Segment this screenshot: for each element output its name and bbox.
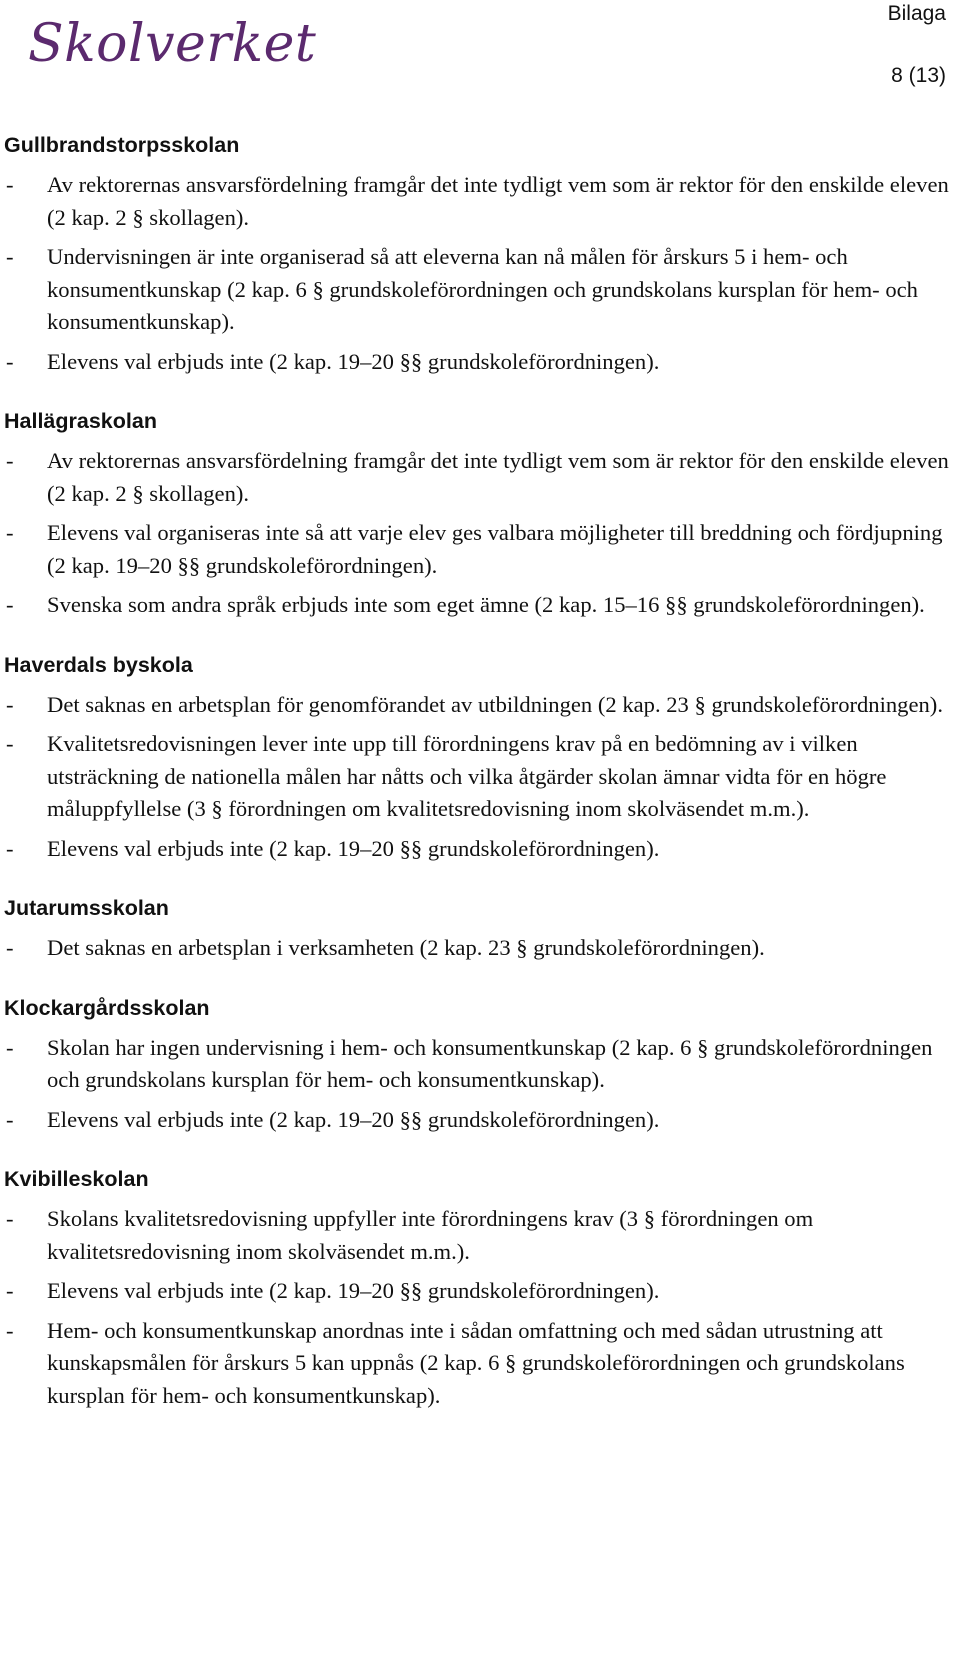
- section-heading: Kvibilleskolan: [4, 1167, 149, 1191]
- finding-item: - Elevens val erbjuds inte (2 kap. 19–20 §§ grundskoleförordningen).: [4, 833, 950, 866]
- school-section: [4, 995, 950, 1137]
- finding-item: - Skolans kvalitetsredovisning uppfyller inte förordningens krav (3 § förordningen om kvalitetsredovisning inom skolväsendet m.m.).: [4, 1203, 950, 1268]
- findings-list: [4, 1032, 950, 1137]
- section-heading: Klockargårdsskolan: [4, 995, 210, 1020]
- school-section: [4, 408, 950, 622]
- document-body: [4, 132, 950, 1412]
- appendix-label: Bilaga: [887, 2, 946, 25]
- finding-item: - Elevens val erbjuds inte (2 kap. 19–20 §§ grundskoleförordningen).: [4, 1275, 950, 1308]
- finding-item: - Skolan har ingen undervisning i hem- och konsumentkunskap (2 kap. 6 § grundskoleförordningen och grundskolans kursplan för hem- och konsumentkunskap).: [4, 1032, 950, 1097]
- finding-item: - Det saknas en arbetsplan i verksamheten (2 kap. 23 § grundskoleförordningen).: [4, 932, 950, 965]
- school-section: [4, 132, 950, 378]
- finding-item: - Kvalitetsredovisningen lever inte upp till förordningens krav på en bedömning av i vilken utsträckning de nationella målen har nåtts och vilka åtgärder skolan ämnar vidta för en högre måluppfyllelse (3 § förordningen om kvalitetsredovisning inom skolväsendet m.m.).: [4, 728, 950, 826]
- findings-list: [4, 689, 950, 866]
- school-section: [4, 895, 950, 965]
- findings-list: [4, 169, 950, 378]
- finding-item: - Undervisningen är inte organiserad så att eleverna kan nå målen för årskurs 5 i hem- och konsumentkunskap (2 kap. 6 § grundskoleförordningen och grundskolans kursplan för hem- och konsumentkunskap).: [4, 241, 950, 339]
- school-section: [4, 1166, 950, 1412]
- findings-list: [4, 445, 950, 622]
- finding-item: - Av rektorernas ansvarsfördelning framgår det inte tydligt vem som är rektor för den enskilde eleven (2 kap. 2 § skollagen).: [4, 445, 950, 510]
- page-number: 8 (13): [891, 64, 946, 87]
- findings-list: [4, 932, 950, 965]
- finding-item: - Hem- och konsumentkunskap anordnas inte i sådan omfattning och med sådan utrustning att kunskapsmålen för årskurs 5 kan uppnås (2 kap. 6 § grundskoleförordningen och grundskolans kursplan för hem- och konsumentkunskap).: [4, 1315, 950, 1413]
- section-heading: Jutarumsskolan: [4, 896, 169, 920]
- finding-item: - Elevens val organiseras inte så att varje elev ges valbara möjligheter till breddning och fördjupning (2 kap. 19–20 §§ grundskoleförordningen).: [4, 517, 950, 582]
- section-heading: Haverdals byskola: [4, 652, 193, 677]
- school-section: [4, 652, 950, 866]
- section-heading: Hallägraskolan: [4, 409, 157, 433]
- finding-item: - Elevens val erbjuds inte (2 kap. 19–20 §§ grundskoleförordningen).: [4, 346, 950, 379]
- skolverket-logo: Skolverket: [28, 14, 317, 74]
- finding-item: - Svenska som andra språk erbjuds inte som eget ämne (2 kap. 15–16 §§ grundskoleförordningen).: [4, 589, 950, 622]
- finding-item: - Det saknas en arbetsplan för genomförandet av utbildningen (2 kap. 23 § grundskoleförordningen).: [4, 689, 950, 722]
- finding-item: - Av rektorernas ansvarsfördelning framgår det inte tydligt vem som är rektor för den enskilde eleven (2 kap. 2 § skollagen).: [4, 169, 950, 234]
- section-heading: Gullbrandstorpsskolan: [4, 133, 240, 157]
- finding-item: - Elevens val erbjuds inte (2 kap. 19–20 §§ grundskoleförordningen).: [4, 1104, 950, 1137]
- findings-list: [4, 1203, 950, 1412]
